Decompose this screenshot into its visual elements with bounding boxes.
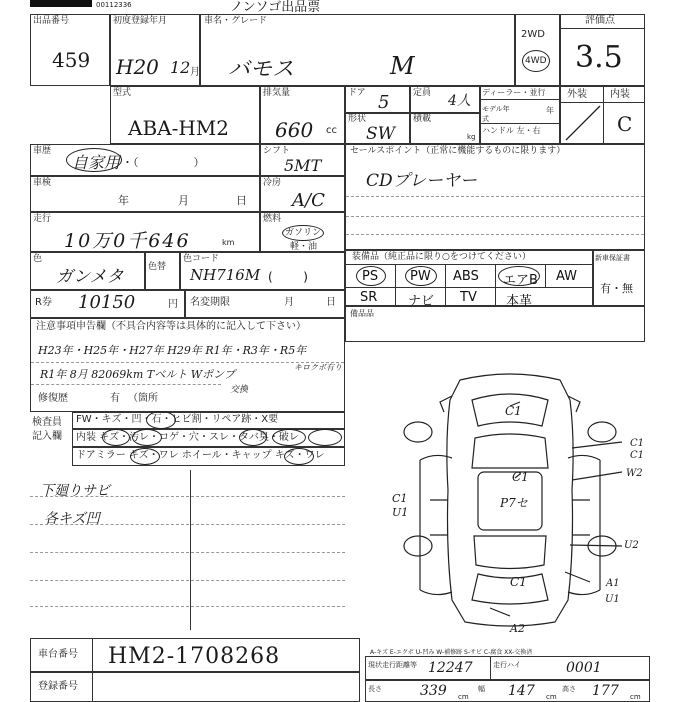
- checker-int-tear-circle: [308, 429, 342, 446]
- repair-part: （箇所: [128, 393, 158, 404]
- first-reg-label: 初度登録年月: [113, 16, 168, 26]
- legend-text: A-キズ E-エクボ U-凹み W-補修跡 S-サビ C-腐食 XX-交換済: [370, 649, 533, 656]
- checker-row2-text: 内装 キズ・汚レ・コゲ・穴・スレ・タバ臭・破レ: [76, 432, 299, 443]
- width-label: 幅: [478, 685, 485, 693]
- recycle-label: R券: [35, 297, 52, 308]
- color-code-value: NH716M: [190, 266, 261, 284]
- mark-front-c1: C1: [505, 404, 522, 418]
- free-note-2: 各キズ凹: [44, 511, 100, 527]
- equip-ps-circle: [356, 266, 386, 286]
- first-reg-month-unit: 月: [190, 67, 200, 78]
- fuel-label: 燃料: [263, 214, 282, 224]
- color-label: 色: [33, 254, 43, 264]
- equip-abs: ABS: [453, 269, 479, 284]
- model-grade: M: [390, 52, 415, 80]
- mark-hood-c1: C1: [630, 438, 645, 449]
- fuel-diesel: 軽・油: [290, 242, 318, 252]
- checker-dent-circle: [146, 411, 176, 429]
- load-unit: kg: [467, 133, 476, 141]
- int-value: C: [617, 112, 633, 136]
- checker-mirror-circle: [130, 448, 160, 465]
- dealer-label: ディーラー・並行: [482, 88, 546, 97]
- notes-line1: H23年・H25年・H27年 H29年 R1年・R3年・R5年: [38, 344, 307, 357]
- checker-row3-text: ドアミラー キズ・ワレ ホイール・キャップ キズ・ワレ: [76, 450, 325, 461]
- header-title: ノンソゴ出品票: [230, 0, 321, 15]
- warranty-value: 有・無: [600, 282, 633, 295]
- height-value: 177: [592, 683, 619, 699]
- mark-bottom-a2: A2: [510, 622, 525, 635]
- checker-int-smoke-circle: [272, 429, 306, 446]
- first-reg-year: H20: [116, 55, 159, 79]
- inspection-month: 月: [178, 194, 189, 207]
- inspection-year: 年: [118, 194, 129, 207]
- displacement-unit: cc: [326, 125, 337, 136]
- equip-aw: AW: [556, 269, 578, 284]
- mark-right-u1: U1: [605, 594, 620, 605]
- repair-value: 有: [110, 393, 120, 404]
- score-value: 3.5: [575, 40, 623, 75]
- header-black-bar: [30, 0, 92, 7]
- chassis-label: 車台番号: [38, 649, 78, 660]
- mark-right-w2: W2: [626, 468, 643, 479]
- mark-left-c1: C1: [392, 492, 408, 505]
- ac-value: A/C: [292, 190, 325, 211]
- lot-label: 出品番号: [33, 16, 70, 26]
- sales-point-label: セールスポイント（正常に機能するものに限ります）: [350, 146, 566, 156]
- load-label: 積載: [413, 114, 432, 124]
- chassis-value: HM2-1708268: [108, 644, 281, 669]
- ref-value: 12247: [428, 660, 473, 676]
- score-label: 評価点: [585, 15, 615, 26]
- history-paren: ・（ ）: [122, 156, 205, 169]
- int-label: 内装: [610, 89, 630, 100]
- len-unit: cm: [458, 693, 469, 701]
- mileage-label: 走行: [33, 214, 52, 224]
- history-circle: [66, 148, 122, 172]
- inspection-cell: [30, 176, 260, 212]
- fuel-circle: [282, 225, 324, 241]
- notes-line2-tail: キロクボ有り: [294, 363, 342, 372]
- checker-int-dirt-circle: [132, 429, 162, 446]
- recycle-yen: 円: [168, 299, 178, 310]
- history-value: 自家用: [72, 153, 121, 172]
- displacement-label: 排気量: [263, 88, 291, 98]
- checker-label2: 記入欄: [32, 431, 62, 442]
- recycle-value: 10150: [78, 292, 136, 313]
- equip-sr: SR: [360, 290, 378, 305]
- mark-roof-p: P7セ: [500, 496, 528, 510]
- inspection-day: 日: [236, 194, 247, 207]
- doors-value: 5: [378, 92, 390, 113]
- kilo-label: 走行ハイ: [493, 661, 521, 669]
- height-unit: cm: [630, 693, 641, 701]
- accessories-label: 備品品: [350, 309, 374, 318]
- checker-wheel-circle: [284, 448, 314, 465]
- height-label: 高さ: [562, 685, 576, 693]
- kilo-value: 0001: [566, 660, 602, 676]
- name-change-label: 名変期限: [190, 297, 230, 308]
- notes-line2: R1年 8月 82069km Tベルト Wポンプ: [40, 368, 235, 381]
- accessories-cell: [345, 306, 645, 342]
- equip-pw: PW: [410, 269, 431, 284]
- first-reg-month: 12: [170, 58, 191, 77]
- checker-row1-text: FW・キズ・凹・石・ヒビ割・リペア跡・X要: [76, 414, 279, 425]
- name-change-day: 日: [326, 297, 336, 308]
- capacity-value: 4人: [448, 93, 471, 109]
- mark-left-u1: U1: [392, 506, 409, 519]
- mileage-unit: km: [222, 238, 235, 247]
- ref-label: 現状走行距離等: [368, 661, 417, 669]
- len-value: 339: [420, 683, 447, 699]
- mark-roof-c1: C1: [512, 470, 529, 484]
- repair-label: 修復歴: [38, 393, 68, 404]
- shape-value: SW: [366, 124, 396, 144]
- mark-right-u2: U2: [624, 540, 639, 551]
- equip-ps: PS: [362, 269, 379, 284]
- free-note-1: 下廻りサビ: [40, 483, 110, 499]
- inspection-label: 車検: [33, 178, 52, 188]
- model-year-unit: 年: [546, 106, 554, 115]
- handle-label: ハンドル 左・右: [482, 126, 541, 135]
- mark-hood-c1-b: C1: [630, 450, 645, 461]
- checker-int-scratch-circle: [102, 429, 130, 446]
- equip-airbag: エアB: [503, 273, 538, 288]
- drive-2wd: 2WD: [521, 29, 545, 40]
- type-value: ABA-HM2: [128, 116, 229, 140]
- model-label: 車名・グレード: [204, 16, 268, 26]
- warranty-label: 新車保証書: [595, 254, 630, 262]
- mark-rear-c1: C1: [510, 575, 527, 589]
- ext-slash: [560, 102, 603, 144]
- ext-label: 外装: [567, 89, 587, 100]
- ac-label: 冷房: [263, 178, 282, 188]
- sales-point-value: CDプレーヤー: [366, 171, 477, 191]
- checker-label1: 検査員: [32, 417, 62, 428]
- notes-label: 注意事項申告欄（不具合内容等は具体的に記入して下さい）: [36, 321, 306, 332]
- shape-label: 形状: [348, 114, 367, 124]
- model-year-label: モデル年式: [482, 105, 510, 123]
- notes-line2-sub: 交換: [230, 385, 249, 395]
- lot-value: 459: [52, 48, 91, 72]
- fuel-gas: ガソリン: [285, 228, 322, 238]
- color-code-label: 色コード: [183, 254, 220, 264]
- equip-tv: TV: [460, 290, 477, 305]
- displacement-value: 660: [275, 118, 314, 142]
- registration-label: 登録番号: [38, 681, 78, 692]
- color-code-paren: ( ): [268, 270, 308, 284]
- equip-navi: ナビ: [408, 294, 435, 309]
- doors-label: ドア: [348, 88, 366, 98]
- width-unit: cm: [546, 693, 557, 701]
- capacity-label: 定員: [413, 88, 432, 98]
- model-name: バモス: [228, 57, 295, 82]
- equip-airbag-circle: [498, 266, 540, 286]
- shift-value: 5MT: [284, 156, 322, 175]
- type-label: 型式: [113, 88, 132, 98]
- color-swap-label: 色替: [148, 262, 167, 272]
- color-value: ガンメタ: [56, 267, 124, 287]
- equip-leather: 本革: [506, 294, 533, 309]
- width-value: 147: [508, 683, 535, 699]
- history-label: 車歴: [33, 146, 52, 156]
- drive-4wd: 4WD: [525, 56, 547, 66]
- mark-right-a1: A1: [606, 578, 620, 589]
- shift-label: シフト: [263, 146, 291, 156]
- len-label: 長さ: [368, 685, 382, 693]
- name-change-month: 月: [284, 297, 294, 308]
- equipment-label: 装備品（純正品に限り○をつけてください）: [352, 252, 531, 262]
- header-number: 00112336: [96, 1, 132, 9]
- equip-pw-circle: [405, 266, 437, 286]
- mileage-value: 10万0千646: [64, 230, 191, 252]
- registration-cell: [30, 672, 360, 702]
- checker-int-wear-circle: [239, 429, 267, 446]
